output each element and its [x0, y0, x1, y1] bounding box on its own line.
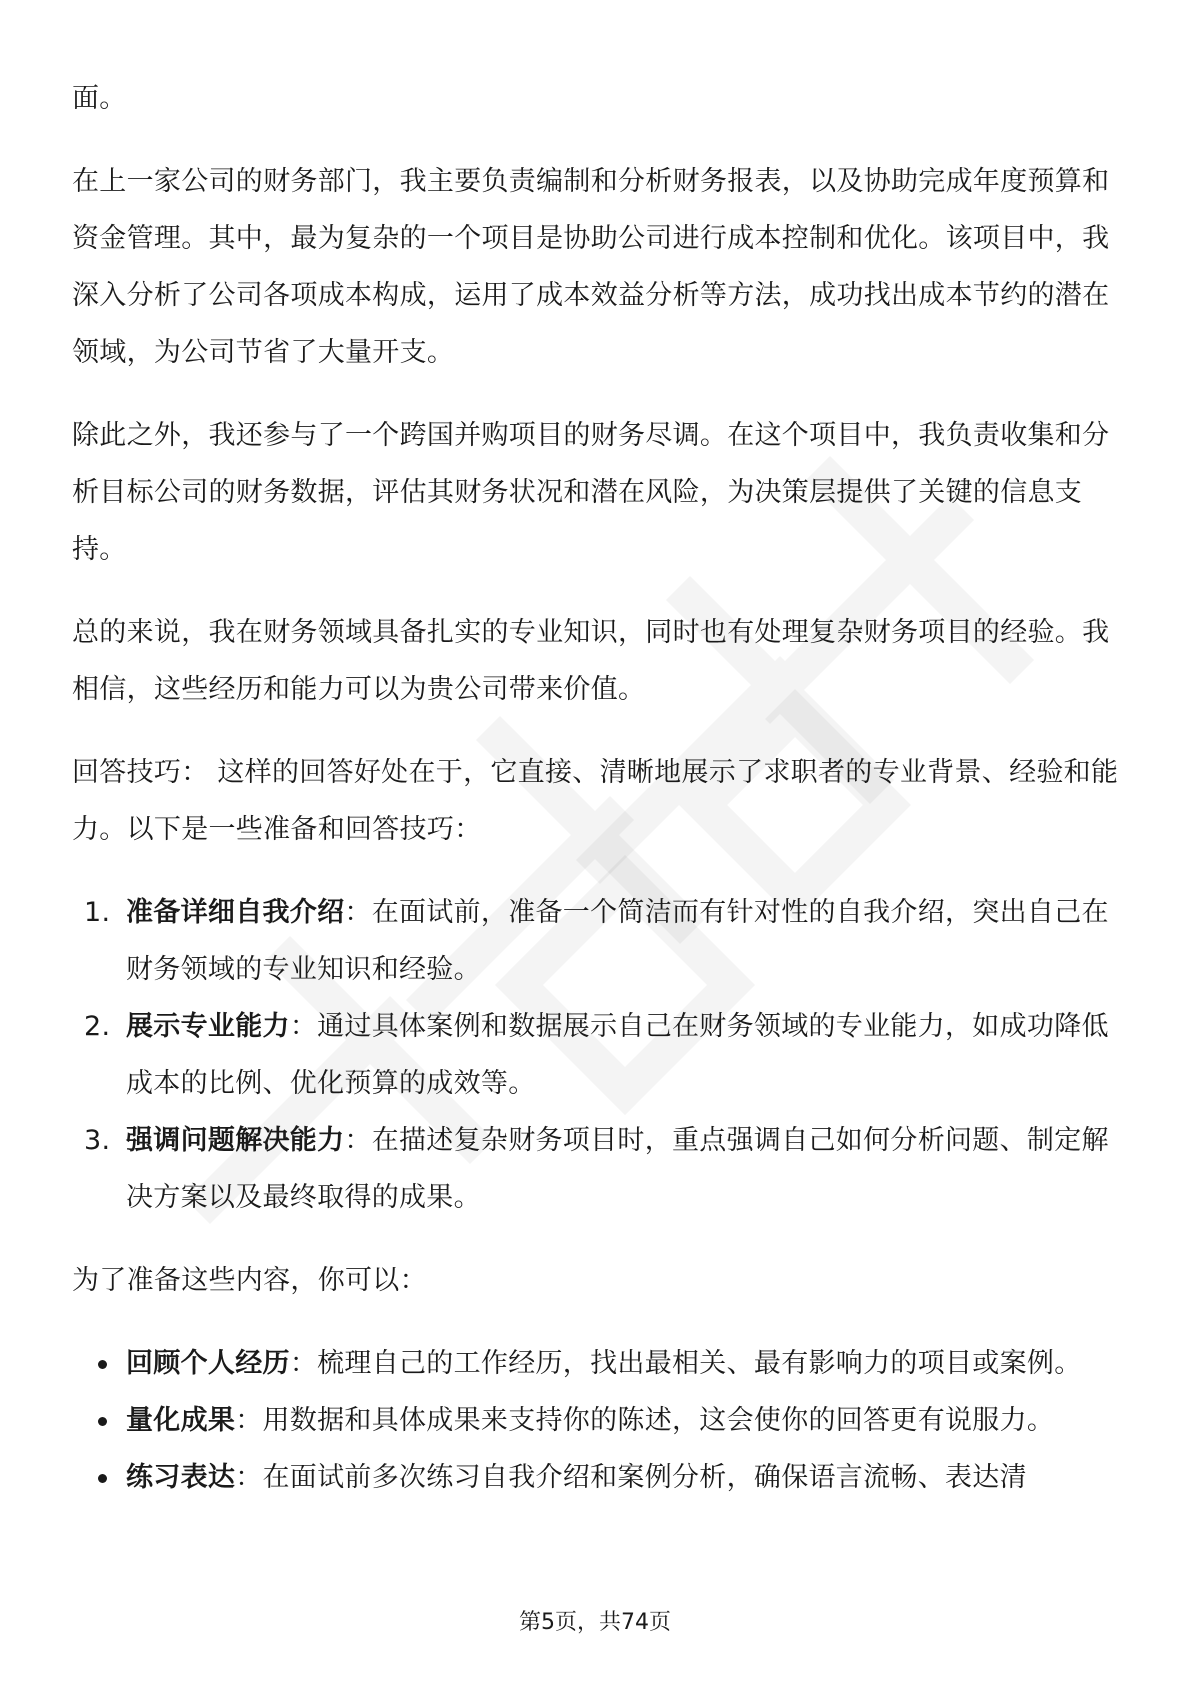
list-number: 1. — [84, 897, 111, 928]
paragraph-answer-tips: 回答技巧： 这样的回答好处在于，它直接、清晰地展示了求职者的专业背景、经验和能力。以下是一些准备和回答技巧： — [72, 757, 1119, 845]
paragraph-cost-control: 在上一家公司的财务部门，我主要负责编制和分析财务报表，以及协助完成年度预算和资金管理。其中，最为复杂的一个项目是协助公司进行成本控制和优化。该项目中，我深入分析了公司各项成本构成，运用了成本效益分析等方法，成功找出成本节约的潜在领域，为公司节省了大量开支。 — [72, 166, 1110, 368]
list-item — [72, 1335, 1122, 1392]
list-item-title: 强调问题解决能力 — [126, 1125, 345, 1156]
bullet-preparation-list — [72, 1335, 1122, 1506]
list-item-text: ：在面试前多次练习自我介绍和案例分析，确保语言流畅、表达清 — [235, 1462, 1027, 1493]
bullet-icon — [98, 1474, 107, 1483]
list-number: 2. — [84, 1011, 111, 1042]
bullet-icon — [98, 1360, 107, 1369]
ordered-tips-list — [72, 884, 1122, 1226]
list-item-title: 回顾个人经历 — [126, 1348, 290, 1379]
list-item — [72, 998, 1122, 1112]
paragraph-merger-project: 除此之外，我还参与了一个跨国并购项目的财务尽调。在这个项目中，我负责收集和分析目标公司的财务数据，评估其财务状况和潜在风险，为决策层提供了关键的信息支持。 — [72, 420, 1110, 565]
list-item-text: ：用数据和具体成果来支持你的陈述，这会使你的回答更有说服力。 — [235, 1405, 1055, 1436]
list-item — [72, 884, 1122, 998]
list-item — [72, 1112, 1122, 1226]
list-item-text: ：在描述复杂财务项目时，重点强调自己如何分析问题、制定解决方案以及最终取得的成果。 — [126, 1125, 1109, 1213]
bullet-icon — [98, 1417, 107, 1426]
document-body — [72, 70, 1122, 1506]
list-item-title: 准备详细自我介绍 — [126, 897, 345, 928]
list-item-text: ：通过具体案例和数据展示自己在财务领域的专业能力，如成功降低成本的比例、优化预算的成效等。 — [126, 1011, 1109, 1099]
list-number: 3. — [84, 1125, 111, 1156]
list-item-title: 展示专业能力 — [126, 1011, 290, 1042]
list-item-title: 练习表达 — [126, 1462, 236, 1493]
paragraph-preparation-intro: 为了准备这些内容，你可以： — [72, 1265, 427, 1296]
list-item-text: ：梳理自己的工作经历，找出最相关、最有影响力的项目或案例。 — [289, 1348, 1082, 1379]
list-item — [72, 1449, 1122, 1506]
paragraph-continuation: 面。 — [72, 83, 127, 114]
list-item-text: ：在面试前，准备一个简洁而有针对性的自我介绍，突出自己在财务领域的专业知识和经验。 — [126, 897, 1109, 985]
list-item-title: 量化成果 — [126, 1405, 236, 1436]
page-number-footer: 第5页，共74页 — [519, 1610, 671, 1635]
paragraph-summary: 总的来说，我在财务领域具备扎实的专业知识，同时也有处理复杂财务项目的经验。我相信，这些经历和能力可以为贵公司带来价值。 — [72, 617, 1110, 705]
list-item — [72, 1392, 1122, 1449]
